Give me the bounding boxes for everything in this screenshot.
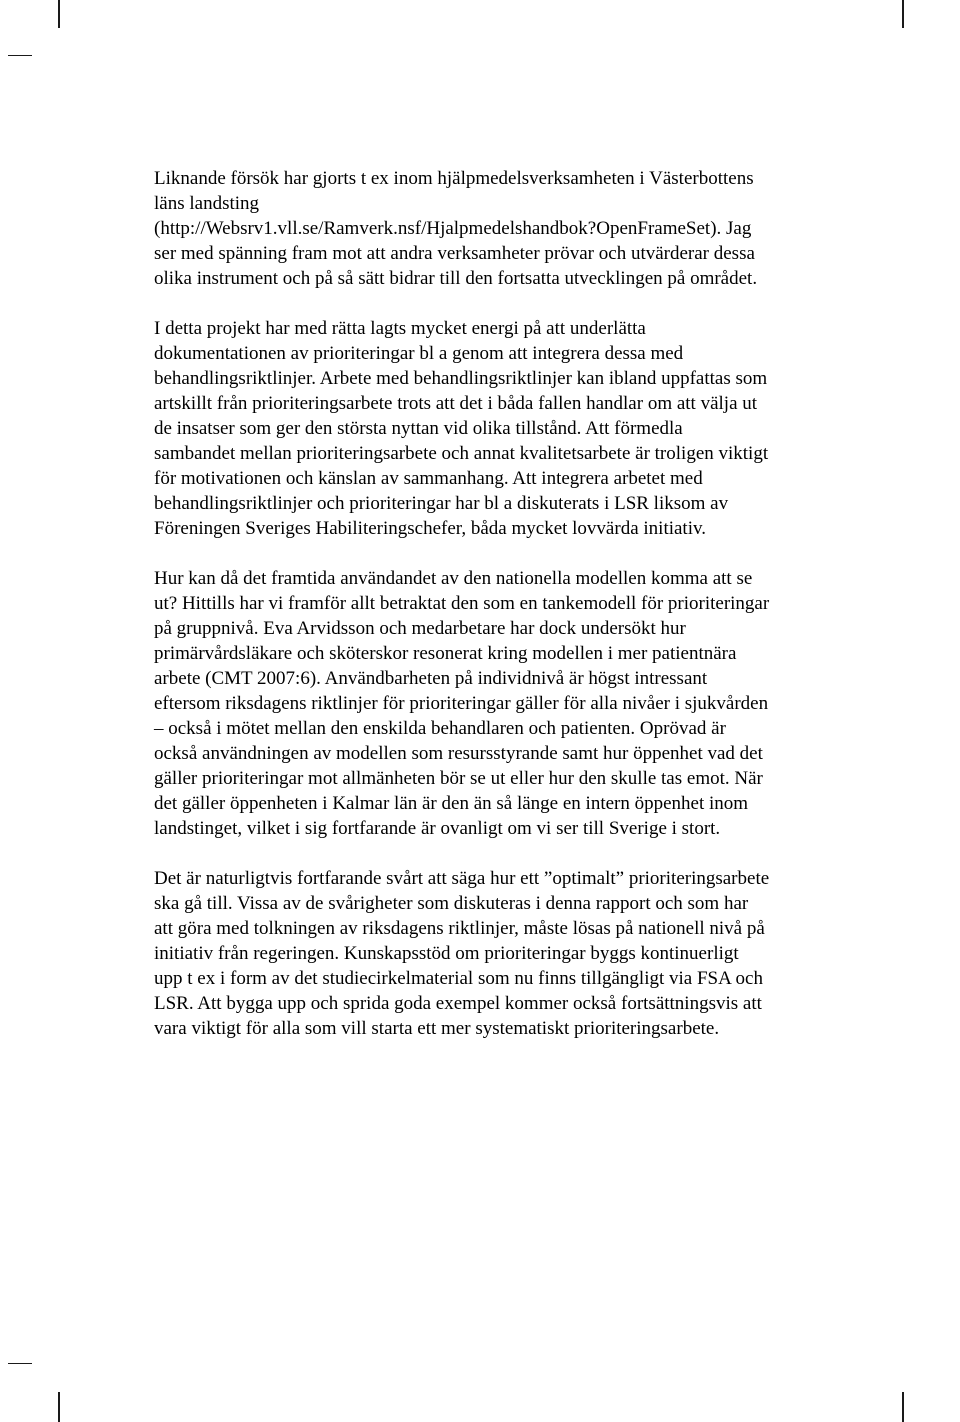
text-line: Hur kan då det framtida användandet av den nationella modellen komma att se [154, 568, 753, 589]
paragraph-4 [154, 866, 874, 1041]
text-line: upp t ex i form av det studiecirkelmaterial som nu finns tillgängligt via FSA och [154, 968, 763, 989]
text-line: också användningen av modellen som resursstyrande samt hur öppenhet vad det [154, 743, 763, 764]
text-line: behandlingsriktlinjer och prioriteringar har bl a diskuterats i LSR liksom av [154, 493, 729, 514]
text-line: (http://Websrv1.vll.se/Ramverk.nsf/Hjalpmedelshandbok?OpenFrameSet). Jag [154, 218, 752, 239]
text-line: primärvårdsläkare och sköterskor resonerat kring modellen i mer patientnära [154, 643, 737, 664]
crop-mark-bottom-left [58, 1392, 60, 1422]
crop-mark-top-left [58, 0, 60, 28]
paragraph-1 [154, 166, 874, 291]
text-line: det gäller öppenheten i Kalmar län är den än så länge en intern öppenhet inom [154, 793, 749, 814]
paragraph-3 [154, 566, 874, 841]
text-line: att göra med tolkningen av riksdagens riktlinjer, måste lösas på nationell nivå på [154, 918, 765, 939]
crop-mark-left-top [8, 55, 32, 56]
text-line: ser med spänning fram mot att andra verksamheter prövar och utvärderar dessa [154, 243, 755, 264]
document-body [154, 166, 874, 1066]
text-line: Det är naturligtvis fortfarande svårt att säga hur ett ”optimalt” prioriteringsarbete [154, 868, 770, 889]
paragraph-2 [154, 316, 874, 541]
text-line: landstinget, vilket i sig fortfarande är ovanligt om vi ser till Sverige i stort. [154, 818, 721, 839]
crop-mark-top-right [902, 0, 904, 28]
text-line: läns landsting [154, 193, 260, 214]
text-line: behandlingsriktlinjer. Arbete med behandlingsriktlinjer kan ibland uppfattas som [154, 368, 768, 389]
text-line: arbete (CMT 2007:6). Användbarheten på individnivå är högst intressant [154, 668, 708, 689]
text-line: på gruppnivå. Eva Arvidsson och medarbetare har dock undersökt hur [154, 618, 686, 639]
text-line: olika instrument och på så sätt bidrar till den fortsatta utvecklingen på området. [154, 268, 758, 289]
crop-mark-bottom-right [902, 1392, 904, 1422]
text-line: artskillt från prioriteringsarbete trots att det i båda fallen handlar om att välja ut [154, 393, 758, 414]
text-line: sambandet mellan prioriteringsarbete och annat kvalitetsarbete är troligen viktigt [154, 443, 769, 464]
text-line: gäller prioriteringar mot allmänheten bör se ut eller hur den skulle tas emot. När [154, 768, 763, 789]
text-line: vara viktigt för alla som vill starta ett mer systematiskt prioriteringsarbete. [154, 1018, 720, 1039]
text-line: dokumentationen av prioriteringar bl a genom att integrera dessa med [154, 343, 684, 364]
text-line: Föreningen Sveriges Habiliteringschefer, båda mycket lovvärda initiativ. [154, 518, 707, 539]
crop-mark-left-bottom [8, 1363, 32, 1364]
text-line: – också i mötet mellan den enskilda behandlaren och patienten. Oprövad är [154, 718, 726, 739]
text-line: ska gå till. Vissa av de svårigheter som diskuteras i denna rapport och som har [154, 893, 749, 914]
text-line: ut? Hittills har vi framför allt betraktat den som en tankemodell för prioriteringar [154, 593, 770, 614]
text-line: för motivationen och känslan av sammanhang. Att integrera arbetet med [154, 468, 703, 489]
text-line: I detta projekt har med rätta lagts mycket energi på att underlätta [154, 318, 646, 339]
text-line: initiativ från regeringen. Kunskapsstöd om prioriteringar byggs kontinuerligt [154, 943, 739, 964]
text-line: eftersom riksdagens riktlinjer för prioriteringar gäller för alla nivåer i sjukvården [154, 693, 769, 714]
text-line: Liknande försök har gjorts t ex inom hjälpmedelsverksamheten i Västerbottens [154, 168, 754, 189]
text-line: LSR. Att bygga upp och sprida goda exempel kommer också fortsättningsvis att [154, 993, 762, 1014]
text-line: de insatser som ger den största nyttan vid olika tillstånd. Att förmedla [154, 418, 683, 439]
